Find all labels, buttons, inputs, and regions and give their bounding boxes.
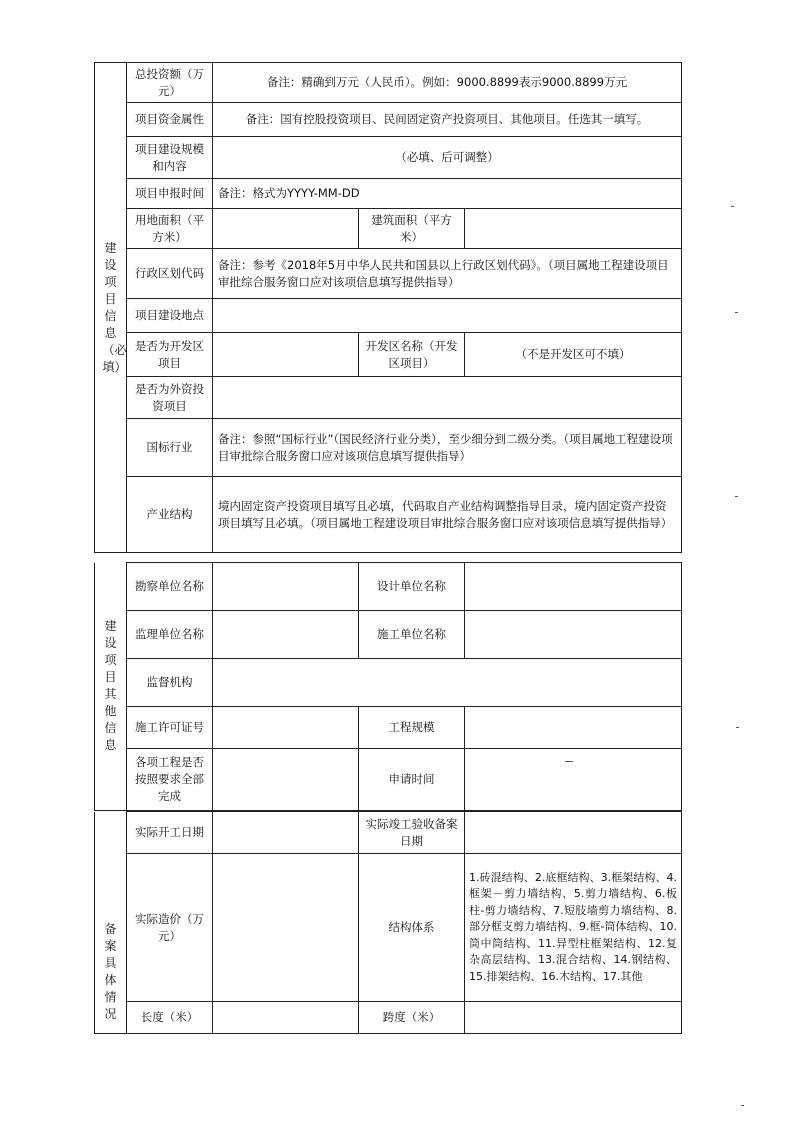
span-label: 跨度（米）: [359, 1002, 465, 1034]
structure-system-field[interactable]: 1.砖混结构、2.底框结构、3.框架结构、4.框架－剪力墙结构、5.剪力墙结构、6.板柱-剪力墙结构、7.短肢墙剪力墙结构、8.部分框支剪力墙结构、9.框-筒体结构、10.筒中筒结构、11.异型柱框架结构、12.复杂高层结构、13.混合结构、14.钢结构、15.排架结构、16.木结构、17.其他: [465, 854, 682, 1002]
admin-code-field[interactable]: 备注：参考《2018年5月中华人民共和国县以上行政区划代码》。（项目属地工程建设项目审批综合服务窗口应对该项信息填写提供指导）: [213, 249, 682, 299]
filing-form-table: [94, 62, 682, 553]
dev-zone-label: 是否为开发区项目: [127, 333, 213, 377]
total-investment-label: 总投资额（万元）: [127, 63, 213, 103]
project-scale-field[interactable]: [465, 707, 682, 749]
report-time-field[interactable]: 备注：格式为YYYY-MM-DD: [213, 179, 682, 209]
dev-zone-name-field[interactable]: （不是开发区可不填）: [465, 333, 682, 377]
permit-no-label: 施工许可证号: [127, 707, 213, 749]
span-field[interactable]: [465, 1002, 682, 1034]
foreign-invest-label: 是否为外资投资项目: [127, 377, 213, 419]
industry-label: 国标行业: [127, 419, 213, 477]
admin-code-label: 行政区划代码: [127, 249, 213, 299]
section-other-info: [95, 563, 127, 811]
actual-cost-label: 实际造价（万元）: [127, 854, 213, 1002]
apply-time-field[interactable]: [465, 749, 682, 811]
land-area-label: 用地面积（平方米）: [127, 209, 213, 249]
fund-attribute-label: 项目资金属性: [127, 103, 213, 137]
location-field[interactable]: [213, 299, 682, 333]
industry-structure-label: 产业结构: [127, 477, 213, 553]
section-filing: [95, 812, 127, 1034]
all-completed-field[interactable]: [213, 749, 359, 811]
permit-no-field[interactable]: [213, 707, 359, 749]
structure-system-label: 结构体系: [359, 854, 465, 1002]
survey-unit-field[interactable]: [213, 563, 359, 611]
length-label: 长度（米）: [127, 1002, 213, 1034]
actual-start-field[interactable]: [213, 812, 359, 854]
acceptance-date-field[interactable]: [465, 812, 682, 854]
design-unit-field[interactable]: [465, 563, 682, 611]
building-area-label: 建筑面积（平方米）: [359, 209, 465, 249]
scan-speck: [736, 727, 739, 728]
filing-form-table-bottom: [94, 811, 682, 1034]
industry-field[interactable]: 备注：参照“国标行业”（国民经济行业分类），至少细分到二级分类。（项目属地工程建设项目审批综合服务窗口应对该项信息填写提供指导）: [213, 419, 682, 477]
actual-cost-field[interactable]: [213, 854, 359, 1002]
design-unit-label: 设计单位名称: [359, 563, 465, 611]
report-time-label: 项目申报时间: [127, 179, 213, 209]
actual-start-label: 实际开工日期: [127, 812, 213, 854]
supervising-agency-field[interactable]: [213, 659, 682, 707]
length-field[interactable]: [213, 1002, 359, 1034]
section-filing-label: 备案具体情况: [104, 922, 117, 1022]
construction-unit-label: 施工单位名称: [359, 611, 465, 659]
supervision-unit-label: 监理单位名称: [127, 611, 213, 659]
supervising-agency-label: 监督机构: [127, 659, 213, 707]
land-area-field[interactable]: [213, 209, 359, 249]
industry-structure-field[interactable]: 境内固定资产投资项目填写且必填，代码取自产业结构调整指导目录，境内固定资产投资项目填写且必填。（项目属地工程建设项目审批综合服务窗口应对该项信息填写提供指导）: [213, 477, 682, 553]
section-other-info-label: 建设项目其他信息: [104, 619, 117, 753]
scan-speck: [735, 496, 738, 497]
supervision-unit-field[interactable]: [213, 611, 359, 659]
apply-time-label: 申请时间: [359, 749, 465, 811]
fund-attribute-field[interactable]: 备注：国有控股投资项目、民间固定资产投资项目、其他项目。任选其一填写。: [213, 103, 682, 137]
survey-unit-label: 勘察单位名称: [127, 563, 213, 611]
acceptance-date-label: 实际竣工验收备案日期: [359, 812, 465, 854]
scan-speck: [565, 761, 573, 762]
section-build-info-label: 建设项目信息（必填）: [102, 240, 127, 374]
filing-form-table-lower: [94, 562, 682, 811]
scale-content-label: 项目建设规模和内容: [127, 137, 213, 179]
dev-zone-name-label: 开发区名称（开发区项目）: [359, 333, 465, 377]
construction-unit-field[interactable]: [465, 611, 682, 659]
foreign-invest-field[interactable]: [213, 377, 682, 419]
scale-content-field[interactable]: （必填、后可调整）: [213, 137, 682, 179]
section-build-info: [95, 63, 127, 553]
scan-speck: [731, 206, 734, 207]
total-investment-field[interactable]: 备注：精确到万元（人民币）。例如：9000.8899表示9000.8899万元: [213, 63, 682, 103]
all-completed-label: 各项工程是否按照要求全部完成: [127, 749, 213, 811]
location-label: 项目建设地点: [127, 299, 213, 333]
scan-speck: [735, 312, 738, 313]
scan-speck: [741, 1105, 744, 1106]
project-scale-label: 工程规模: [359, 707, 465, 749]
dev-zone-field[interactable]: [213, 333, 359, 377]
building-area-field[interactable]: [465, 209, 682, 249]
